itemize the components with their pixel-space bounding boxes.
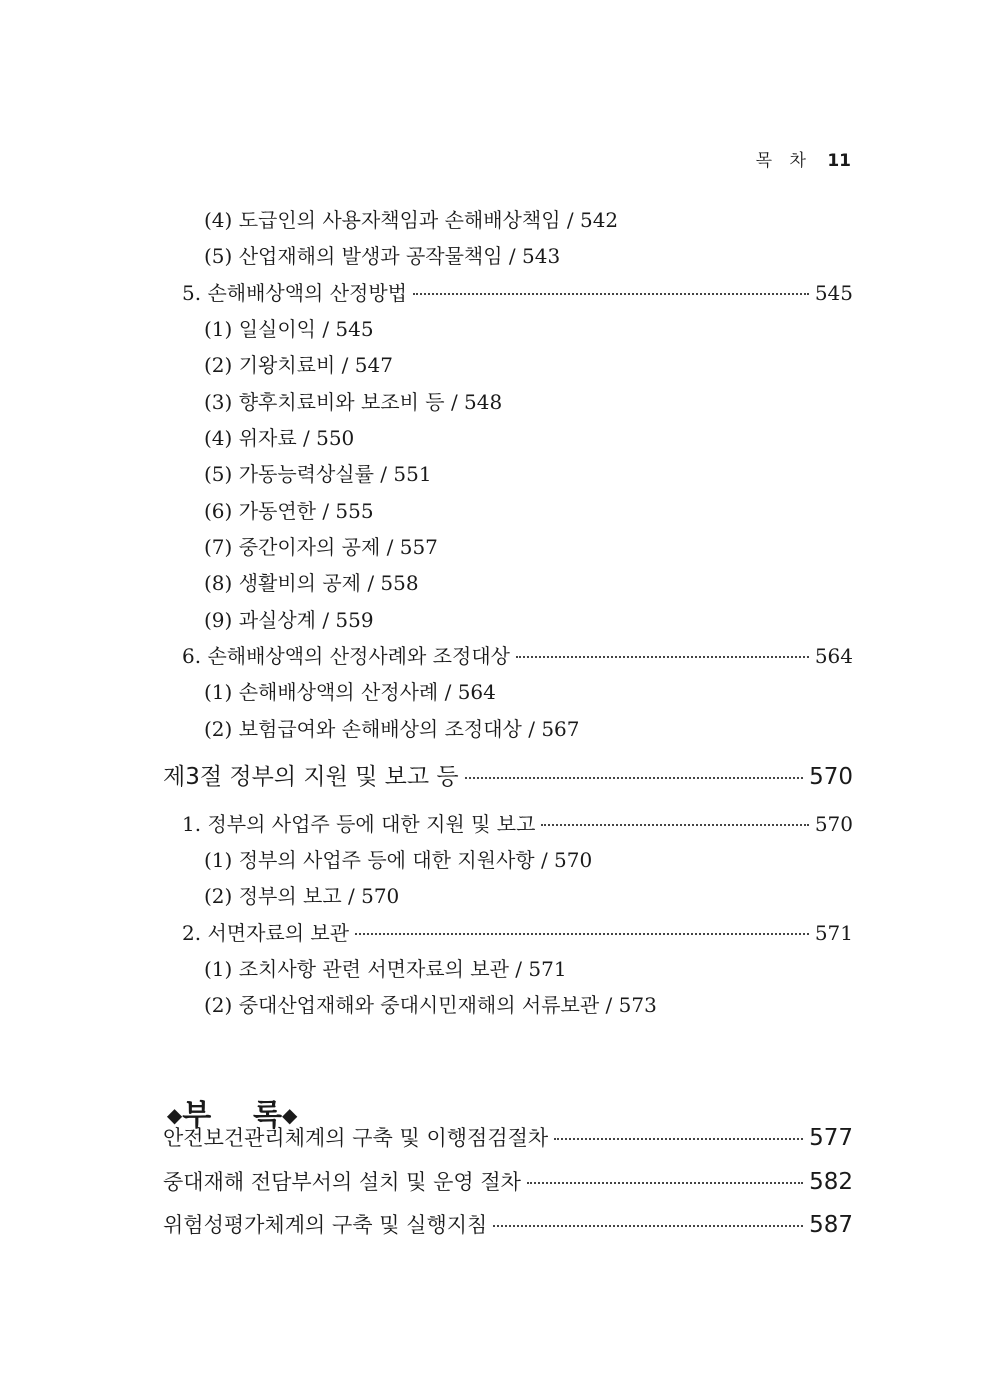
toc-entry: [204, 204, 618, 233]
dot-leader: [541, 824, 808, 826]
toc-entry-text: (3) 향후치료비와 보조비 등 / 548: [204, 390, 503, 414]
toc-entry: [182, 917, 853, 946]
appendix-entry-text: 안전보건관리체계의 구축 및 이행점검절차: [163, 1126, 549, 1150]
dot-leader: [355, 933, 809, 935]
diamond-icon: ◆: [166, 1103, 183, 1127]
toc-entry-text: (1) 손해배상액의 산정사례 / 564: [204, 680, 496, 704]
header-page-number: 11: [827, 151, 851, 171]
toc-entry-text: (1) 조치사항 관련 서면자료의 보관 / 571: [204, 957, 567, 981]
diamond-icon: ◆: [282, 1103, 298, 1127]
toc-entry: [204, 240, 560, 269]
toc-entry: [204, 953, 567, 982]
toc-entry-text: (9) 과실상계 / 559: [204, 608, 374, 632]
appendix-entry-text: 중대재해 전담부서의 설치 및 운영 절차: [163, 1170, 521, 1194]
toc-entry-text: (1) 정부의 사업주 등에 대한 지원사항 / 570: [204, 848, 593, 872]
toc-entry-text: (2) 중대산업재해와 중대시민재해의 서류보관 / 573: [204, 993, 657, 1017]
toc-entry-text: (2) 보험급여와 손해배상의 조정대상 / 567: [204, 717, 580, 741]
toc-entry-text: (2) 기왕치료비 / 547: [204, 353, 393, 377]
toc-section-heading: [163, 758, 853, 791]
toc-entry: [204, 567, 419, 596]
toc-entry: [204, 495, 374, 524]
toc-entry-text: (5) 가동능력상실률 / 551: [204, 462, 432, 486]
toc-entry: [204, 604, 374, 633]
dot-leader: [554, 1138, 803, 1140]
toc-entry: [204, 676, 496, 705]
toc-entry: [204, 844, 592, 873]
toc-entry-text: (4) 위자료 / 550: [204, 426, 355, 450]
running-header: [756, 146, 851, 171]
toc-entry-text: (6) 가동연한 / 555: [204, 499, 374, 523]
toc-entry-text: (2) 정부의 보고 / 570: [204, 884, 400, 908]
toc-entry-text: (4) 도급인의 사용자책임과 손해배상책임 / 542: [204, 208, 619, 232]
dot-leader: [516, 656, 809, 658]
toc-entry-text: 1. 정부의 사업주 등에 대한 지원 및 보고: [182, 812, 536, 836]
toc-entry-page: 570: [814, 812, 853, 836]
toc-entry: [182, 640, 853, 669]
toc-entry: [182, 808, 853, 837]
toc-entry: [182, 277, 853, 306]
toc-entry: [204, 422, 354, 451]
appendix-entry-page: 582: [809, 1169, 853, 1195]
toc-entry-text: 2. 서면자료의 보관: [182, 921, 350, 945]
toc-entry: [204, 880, 399, 909]
toc-entry-text: (5) 산업재해의 발생과 공작물책임 / 543: [204, 244, 561, 268]
dot-leader: [493, 1225, 803, 1227]
toc-entry: [204, 531, 438, 560]
toc-entry-text: 6. 손해배상액의 산정사례와 조정대상: [182, 644, 510, 668]
toc-entry: [204, 713, 580, 742]
toc-entry-page: 545: [814, 281, 853, 305]
appendix-entry-page: 587: [809, 1212, 853, 1238]
toc-entry-page: 571: [814, 921, 853, 945]
toc-entry: [204, 313, 374, 342]
toc-entry-text: 5. 손해배상액의 산정방법: [182, 281, 407, 305]
dot-leader: [465, 777, 804, 779]
toc-entry-page: 570: [809, 764, 853, 790]
appendix-entry: [163, 1166, 853, 1196]
appendix-title: 부 록: [182, 1098, 283, 1133]
appendix-entry: [163, 1209, 853, 1239]
toc-entry-text: (1) 일실이익 / 545: [204, 317, 374, 341]
toc-entry: [204, 386, 502, 415]
dot-leader: [413, 293, 809, 295]
toc-entry: [204, 458, 432, 487]
toc-entry: [204, 989, 657, 1018]
header-label: 목 차: [755, 151, 812, 171]
toc-entry-text: (7) 중간이자의 공제 / 557: [204, 535, 438, 559]
toc-entry-page: 564: [814, 644, 853, 668]
dot-leader: [527, 1182, 803, 1184]
toc-entry: [204, 349, 393, 378]
appendix-entry-text: 위험성평가체계의 구축 및 실행지침: [163, 1213, 488, 1237]
appendix-entry: [163, 1122, 853, 1152]
appendix-entry-page: 577: [809, 1125, 853, 1151]
toc-entry-text: (8) 생활비의 공제 / 558: [204, 571, 419, 595]
toc-entry-text: 제3절 정부의 지원 및 보고 등: [163, 764, 459, 790]
